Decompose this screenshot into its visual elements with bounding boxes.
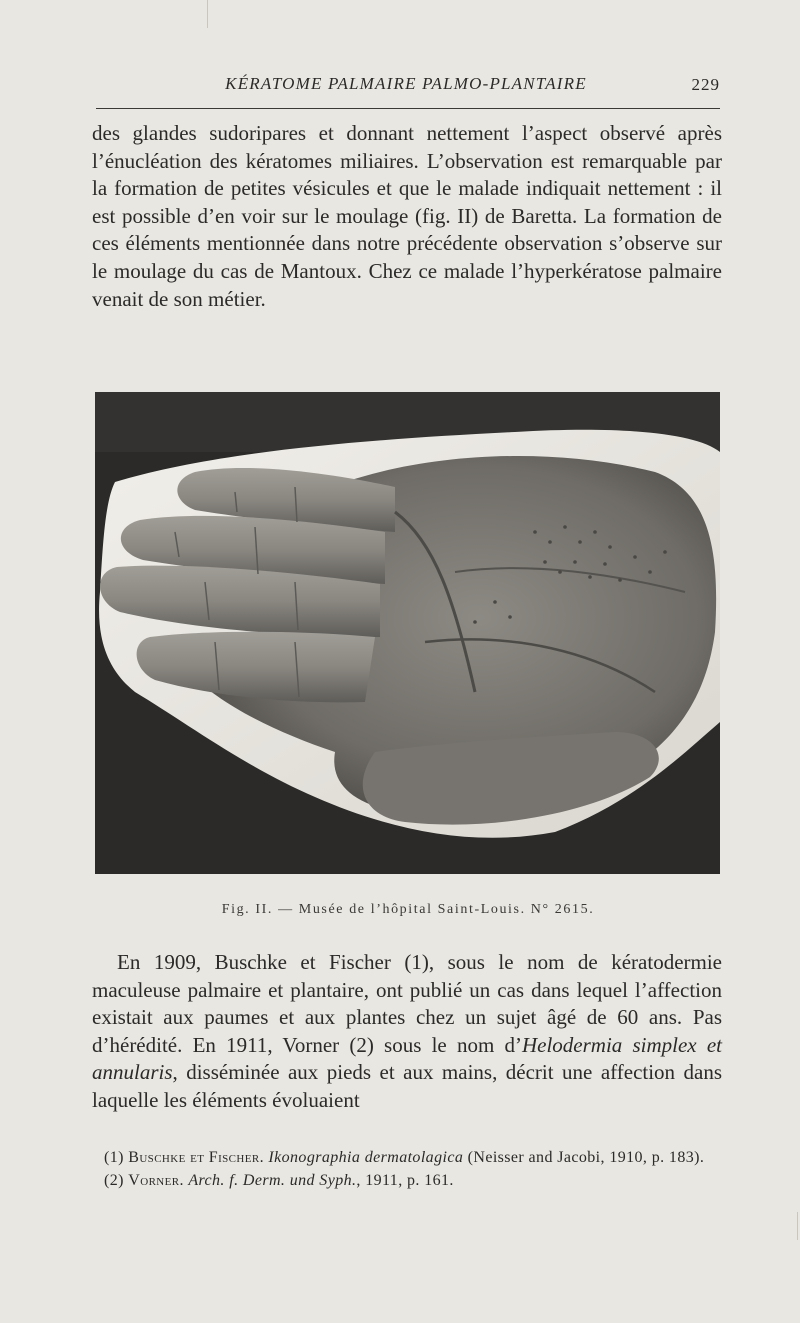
footnotes: [104, 1148, 724, 1191]
footnote-reference: , 1911, p. 161.: [356, 1171, 454, 1189]
running-title: KÉRATOME PALMAIRE PALMO-PLANTAIRE: [225, 74, 587, 93]
header-rule: [96, 108, 720, 109]
figure-caption: Fig. II. — Musée de l’hôpital Saint-Louis. N° 2615.: [221, 902, 595, 917]
page-number: 229: [691, 75, 720, 94]
running-head: [96, 72, 720, 102]
paragraph-2: [92, 949, 722, 1115]
scan-mark: [797, 1212, 798, 1240]
paragraph-2-text: En 1909, Buschke et Fischer (1), sous le nom de kératodermie maculeuse palmaire et plantaire, ont publié un cas dans lequel l’affection existait aux paumes et aux plantes chez un sujet âgé de 60 ans. Pas d’hérédité. En 1911, Vorner (2) sous le nom d’: [92, 950, 722, 1057]
paragraph-1: des glandes sudoripares et donnant nettement l’aspect observé après l’énucléation des kératomes miliaires. L’observation est remarquable par la formation de petites vésicules et que le malade indiquait nettement : il est possible d’en voir sur le moulage (fig. II) de Baretta. La formation de ces éléments mentionnée dans notre précédente observation s’observe sur le moulage du cas de Mantoux. Chez ce malade l’hyperkératose palmaire venait de son métier.: [92, 121, 722, 311]
footnote-2: [104, 1171, 724, 1192]
scan-mark: [207, 0, 208, 28]
footnote-marker: (2): [104, 1171, 124, 1189]
footnote-1: [104, 1148, 724, 1169]
paragraph-2-italic: Helodermia simplex et annularis: [92, 1032, 722, 1085]
paragraph-2-text-end: , disséminée aux pieds et aux mains, décrit une affection dans laquelle les éléments évoluaient: [92, 1060, 722, 1112]
footnote-authors: Buschke et Fischer.: [128, 1149, 264, 1166]
footnote-title: Arch. f. Derm. und Syph.: [188, 1171, 357, 1189]
footnote-reference: (Neisser and Jacobi, 1910, p. 183).: [467, 1149, 705, 1166]
footnote-title: Ikonographia dermatolagica: [268, 1149, 464, 1166]
hand-cast-illustration: [95, 392, 720, 874]
footnote-authors: Vorner.: [128, 1171, 184, 1189]
footnote-marker: (1): [104, 1149, 124, 1166]
figure-photograph: [95, 392, 720, 874]
